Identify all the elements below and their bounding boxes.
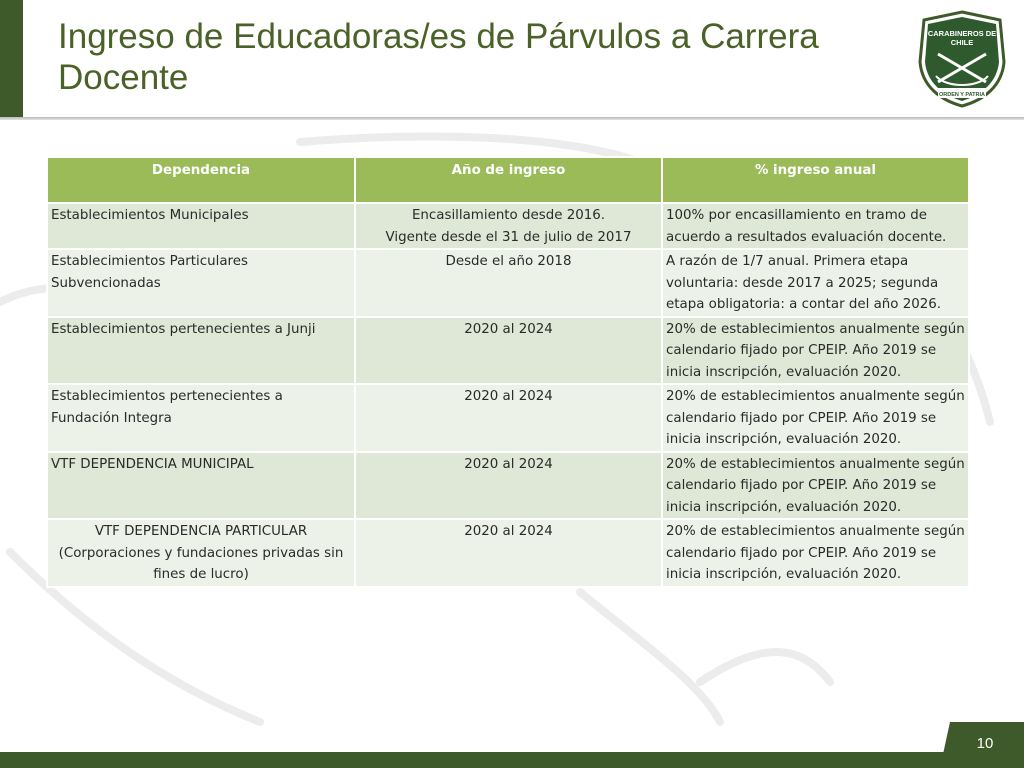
- cell-anio: [355, 249, 662, 317]
- table-row: [47, 203, 969, 249]
- cell-line: inicia inscripción, evaluación 2020.: [666, 364, 902, 380]
- cell-anio: [355, 452, 662, 520]
- cell-line: voluntaria: desde 2017 a 2025; segunda: [666, 275, 939, 291]
- cell-porcentaje: [662, 519, 969, 587]
- table-row: [47, 249, 969, 317]
- left-accent-bar: [0, 0, 23, 118]
- cell-anio: [355, 317, 662, 385]
- logo-top-text-2: CHILE: [950, 38, 974, 47]
- cell-line: Fundación Integra: [51, 410, 172, 426]
- table-header-row: [47, 157, 969, 203]
- cell-line: 20% de establecimientos anualmente según: [666, 456, 965, 472]
- cell-anio: [355, 203, 662, 249]
- footer-bar: [0, 752, 1024, 768]
- cell-line: (Corporaciones y fundaciones privadas sin: [58, 545, 344, 561]
- career-entry-table: [46, 156, 970, 588]
- column-header-anio: Año de ingreso: [355, 157, 662, 203]
- cell-line: inicia inscripción, evaluación 2020.: [666, 499, 902, 515]
- table-row: [47, 452, 969, 520]
- cell-line: 2020 al 2024: [464, 524, 553, 539]
- cell-line: Desde el año 2018: [445, 254, 572, 269]
- table-row: [47, 519, 969, 587]
- header-divider: [0, 117, 1024, 120]
- cell-line: calendario fijado por CPEIP. Año 2019 se: [666, 410, 937, 426]
- cell-line: inicia inscripción, evaluación 2020.: [666, 432, 902, 447]
- cell-anio: [355, 519, 662, 587]
- cell-line: Encasillamiento desde 2016.: [411, 208, 606, 223]
- cell-line: A razón de 1/7 anual. Primera etapa: [666, 254, 909, 269]
- cell-porcentaje: [662, 317, 969, 385]
- logo-top-text: CARABINEROS DE: [927, 29, 997, 38]
- table-row: [47, 317, 969, 385]
- cell-line: Establecimientos Municipales: [51, 208, 249, 223]
- cell-dependencia: [47, 317, 355, 385]
- table-row: [47, 384, 969, 452]
- cell-porcentaje: [662, 203, 969, 249]
- cell-line: 2020 al 2024: [464, 389, 553, 404]
- cell-line: acuerdo a resultados evaluación docente.: [666, 229, 947, 245]
- cell-line: 20% de establecimientos anualmente según: [666, 524, 965, 539]
- cell-line: Establecimientos pertenecientes a Junji: [51, 321, 316, 337]
- cell-line: 20% de establecimientos anualmente según: [666, 321, 965, 337]
- cell-dependencia: [47, 203, 355, 249]
- cell-line: calendario fijado por CPEIP. Año 2019 se: [666, 343, 937, 358]
- cell-line: 2020 al 2024: [464, 456, 553, 472]
- cell-line: 100% por encasillamiento en tramo de: [666, 208, 927, 223]
- logo-bottom-text: ORDEN Y PATRIA: [938, 92, 986, 98]
- column-header-dependencia: Dependencia: [47, 157, 355, 203]
- cell-line: Establecimientos pertenecientes a: [51, 389, 283, 404]
- cell-dependencia: [47, 519, 355, 587]
- cell-line: fines de lucro): [153, 567, 249, 582]
- column-header-porcentaje: % ingreso anual: [662, 157, 969, 203]
- carabineros-shield-icon: [916, 10, 1008, 108]
- cell-line: etapa obligatoria: a contar del año 2026.: [666, 297, 942, 312]
- cell-dependencia: [47, 384, 355, 452]
- cell-line: Subvencionadas: [51, 275, 161, 291]
- cell-line: 20% de establecimientos anualmente según: [666, 389, 965, 404]
- cell-line: VTF DEPENDENCIA MUNICIPAL: [51, 456, 254, 472]
- cell-line: Establecimientos Particulares: [51, 254, 248, 269]
- cell-line: 2020 al 2024: [464, 321, 553, 337]
- page-number: 10: [976, 735, 994, 752]
- cell-line: calendario fijado por CPEIP. Año 2019 se: [666, 478, 937, 493]
- cell-dependencia: [47, 452, 355, 520]
- slide-title: Ingreso de Educadoras/es de Párvulos a Carrera Docente: [58, 17, 819, 97]
- cell-porcentaje: [662, 249, 969, 317]
- cell-anio: [355, 384, 662, 452]
- cell-line: calendario fijado por CPEIP. Año 2019 se: [666, 545, 937, 561]
- cell-dependencia: [47, 249, 355, 317]
- cell-line: Vigente desde el 31 de julio de 2017: [385, 229, 632, 245]
- cell-line: inicia inscripción, evaluación 2020.: [666, 567, 902, 582]
- cell-porcentaje: [662, 384, 969, 452]
- cell-line: VTF DEPENDENCIA PARTICULAR: [94, 524, 308, 539]
- cell-porcentaje: [662, 452, 969, 520]
